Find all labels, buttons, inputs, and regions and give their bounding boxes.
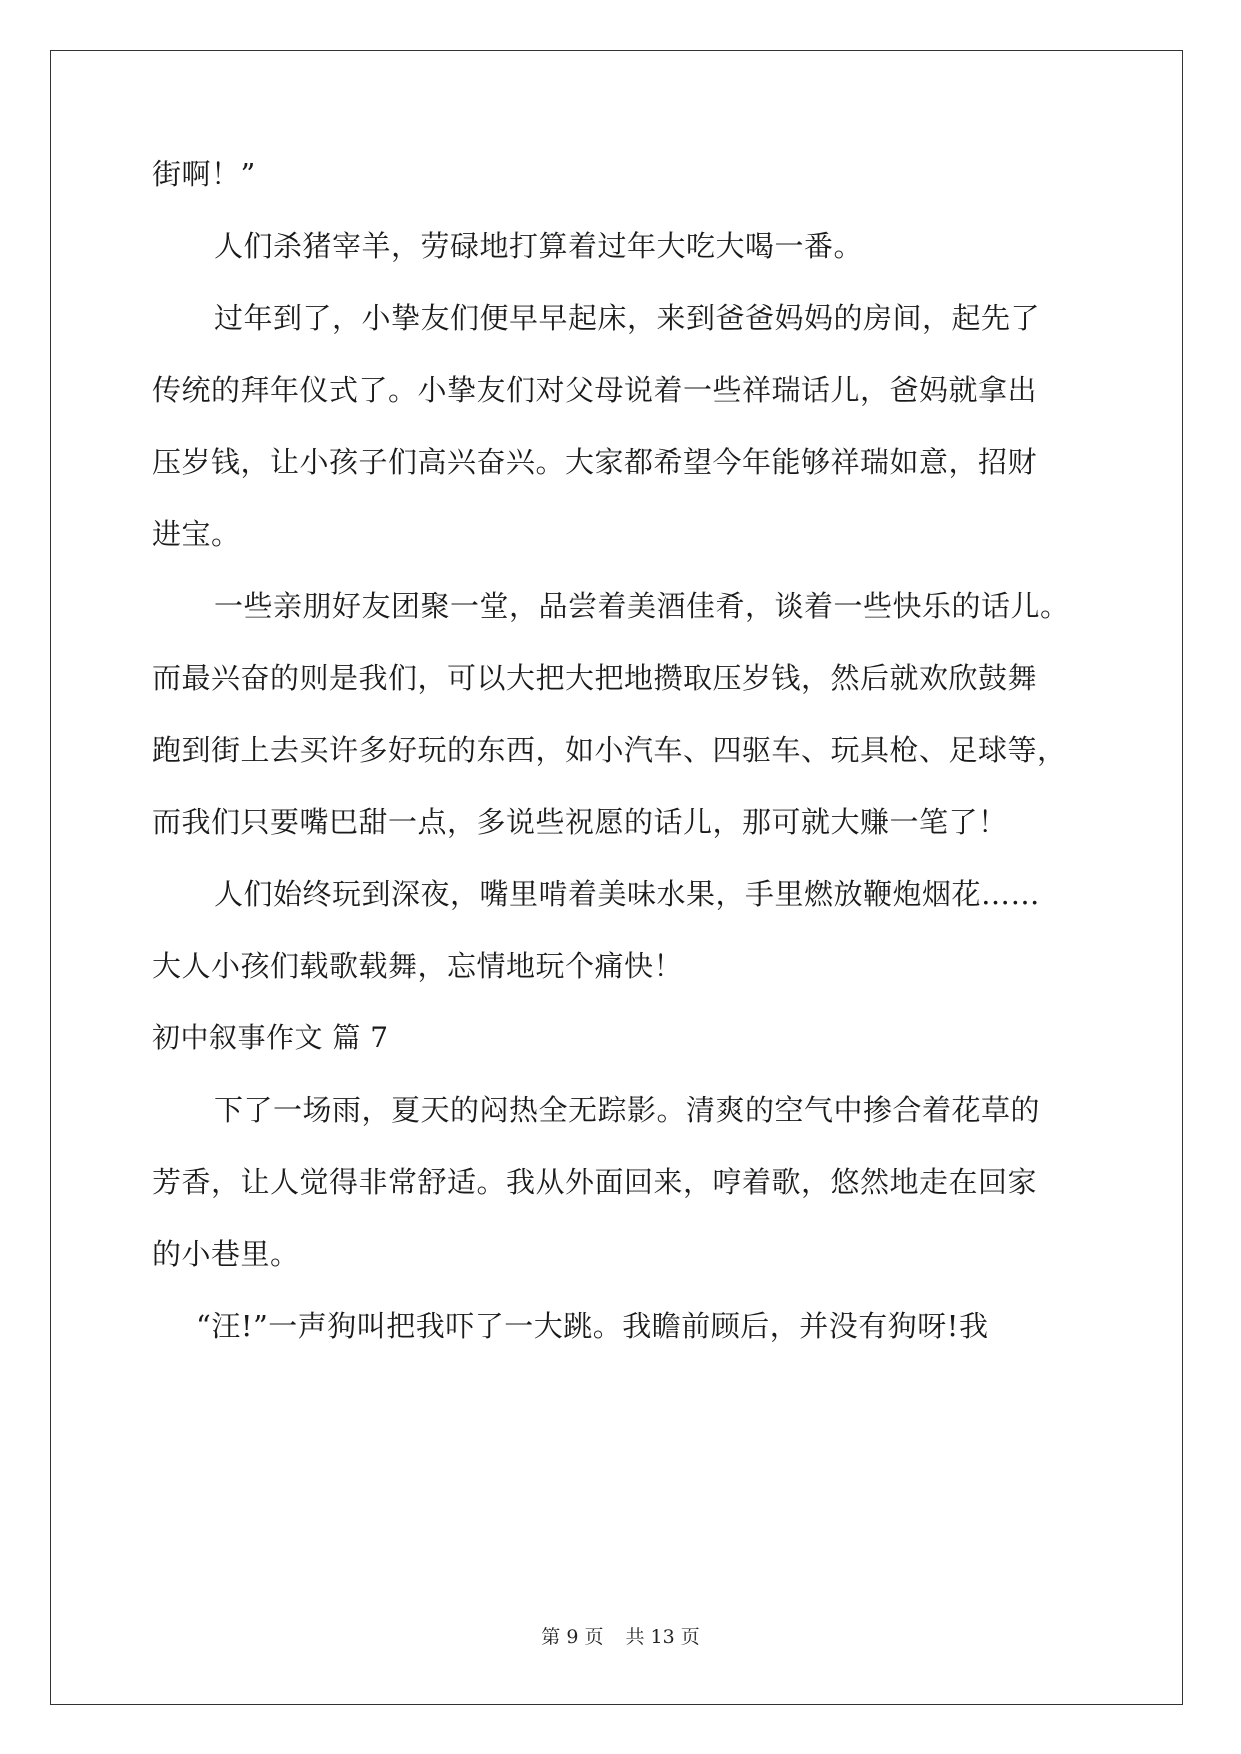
text-line: 芳香，让人觉得非常舒适。我从外面回来，哼着歌，悠然地走在回家 <box>152 1165 1038 1199</box>
text-line: 街啊！” <box>152 157 256 191</box>
text-line: 压岁钱，让小孩子们高兴奋兴。大家都希望今年能够祥瑞如意，招财 <box>152 445 1038 479</box>
text-line: 而最兴奋的则是我们，可以大把大把地攒取压岁钱，然后就欢欣鼓舞 <box>152 661 1038 695</box>
paragraph-first-line: 过年到了，小挚友们便早早起床，来到爸爸妈妈的房间，起先了 <box>214 301 1041 335</box>
paragraph-first-line: 下了一场雨，夏天的闷热全无踪影。清爽的空气中掺合着花草的 <box>214 1093 1041 1127</box>
text-line: 跑到街上去买许多好玩的东西，如小汽车、四驱车、玩具枪、足球等， <box>152 733 1067 767</box>
page-number: 第 9 页 <box>541 1626 604 1648</box>
paragraph-first-line: 一些亲朋好友团聚一堂，品尝着美酒佳肴，谈着一些快乐的话儿。 <box>214 589 1070 623</box>
paragraph-first-line: 人们始终玩到深夜，嘴里啃着美味水果，手里燃放鞭炮烟花…… <box>214 877 1041 911</box>
page-total: 共 13 页 <box>625 1626 700 1648</box>
paragraph-first-line: 人们杀猪宰羊，劳碌地打算着过年大吃大喝一番。 <box>214 229 864 263</box>
paragraph-first-line: “汪!”一声狗叫把我吓了一大跳。我瞻前顾后，并没有狗呀!我 <box>196 1309 989 1343</box>
text-line: 而我们只要嘴巴甜一点，多说些祝愿的话儿，那可就大赚一笔了！ <box>152 805 1008 839</box>
text-line: 的小巷里。 <box>152 1237 300 1271</box>
page-footer <box>0 1625 1241 1649</box>
text-line: 传统的拜年仪式了。小挚友们对父母说着一些祥瑞话儿，爸妈就拿出 <box>152 373 1038 407</box>
text-line: 大人小孩们载歌载舞，忘情地玩个痛快！ <box>152 949 684 983</box>
section-heading: 初中叙事作文 篇 7 <box>152 1021 389 1054</box>
text-line: 进宝。 <box>152 517 241 551</box>
